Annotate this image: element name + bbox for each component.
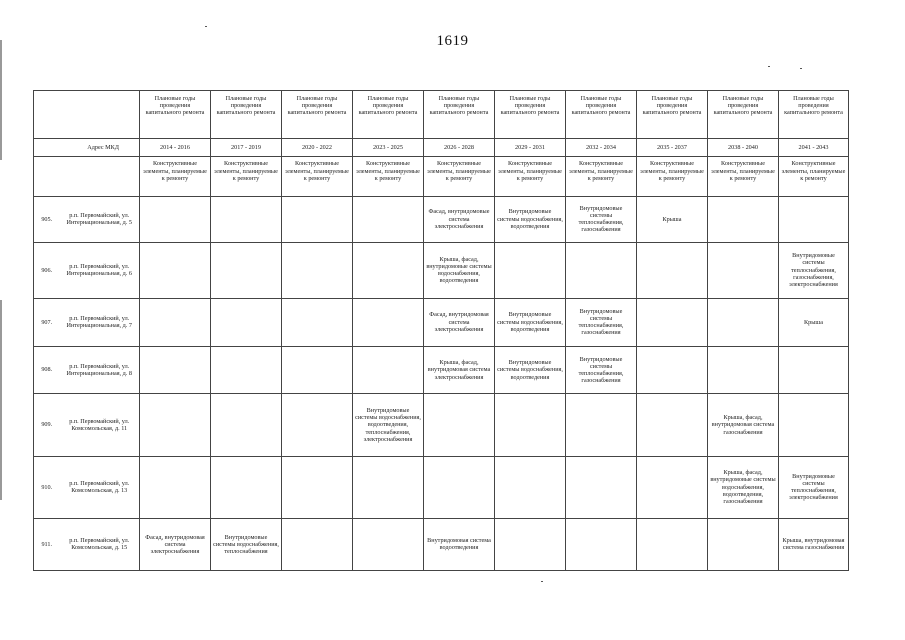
repair-elements-cell	[637, 298, 708, 346]
repair-elements-cell	[211, 196, 282, 242]
repair-elements-cell	[211, 242, 282, 298]
repair-elements-cell: Крыша, внутридомовая система газоснабжения	[779, 518, 849, 570]
table-row	[34, 456, 849, 518]
planned-years-header: Плановые годы проведения капитального ремонта	[424, 91, 495, 139]
address-cell: р.п. Первомайский, ул. Интернациональная, д. 7	[60, 298, 140, 346]
period-header: 2017 - 2019	[211, 138, 282, 157]
table-row	[34, 242, 849, 298]
period-header: 2041 - 2043	[779, 138, 849, 157]
repair-elements-cell	[495, 394, 566, 456]
scan-edge-mark	[0, 40, 2, 160]
repair-elements-cell	[211, 394, 282, 456]
elements-header: Конструктивные элементы, планируемые к ремонту	[637, 157, 708, 196]
repair-elements-cell	[495, 518, 566, 570]
repair-elements-cell	[637, 242, 708, 298]
repair-elements-cell: Внутридомовые системы теплоснабжения, газоснабжения, электроснабжения	[779, 242, 849, 298]
period-header: 2020 - 2022	[282, 138, 353, 157]
planned-years-header: Плановые годы проведения капитального ремонта	[708, 91, 779, 139]
repair-elements-cell: Внутридомовые системы теплоснабжения, газоснабжения	[566, 298, 637, 346]
repair-elements-cell	[353, 242, 424, 298]
row-number: 905.	[34, 196, 60, 242]
repair-elements-cell: Внутридомовые системы водоснабжения, водоотведения, теплоснабжения, электроснабжения	[353, 394, 424, 456]
repair-elements-cell	[353, 346, 424, 394]
repair-elements-cell	[495, 456, 566, 518]
header-empty-cell	[34, 157, 140, 196]
repair-elements-cell: Фасад, внутридомовая система электроснабжения	[140, 518, 211, 570]
row-number: 907.	[34, 298, 60, 346]
elements-header: Конструктивные элементы, планируемые к ремонту	[779, 157, 849, 196]
elements-header: Конструктивные элементы, планируемые к ремонту	[353, 157, 424, 196]
elements-header: Конструктивные элементы, планируемые к ремонту	[495, 157, 566, 196]
address-cell: р.п. Первомайский, ул. Интернациональная, д. 5	[60, 196, 140, 242]
repair-elements-cell: Крыша	[637, 196, 708, 242]
scan-speck	[768, 66, 770, 67]
period-header: 2032 - 2034	[566, 138, 637, 157]
period-header: 2035 - 2037	[637, 138, 708, 157]
repair-elements-cell: Крыша, фасад, внутридомовые системы водоснабжения, водоотведения, газоснабжения	[708, 456, 779, 518]
header-row-years-title	[34, 91, 849, 139]
elements-header: Конструктивные элементы, планируемые к ремонту	[424, 157, 495, 196]
elements-header: Конструктивные элементы, планируемые к ремонту	[282, 157, 353, 196]
repair-elements-cell: Внутридомовые системы водоснабжения, водоотведения	[495, 196, 566, 242]
row-number: 909.	[34, 394, 60, 456]
repair-elements-cell	[779, 196, 849, 242]
header-row-periods	[34, 138, 849, 157]
repair-elements-cell	[708, 242, 779, 298]
scan-speck	[800, 68, 802, 69]
repair-elements-cell	[637, 456, 708, 518]
repair-elements-cell: Внутридомовая система водоотведения	[424, 518, 495, 570]
address-header: Адрес МКД	[34, 138, 140, 157]
repair-elements-cell	[140, 298, 211, 346]
elements-header: Конструктивные элементы, планируемые к ремонту	[708, 157, 779, 196]
repair-elements-cell	[353, 456, 424, 518]
repair-elements-cell	[708, 518, 779, 570]
repair-elements-cell	[140, 456, 211, 518]
repair-elements-cell: Внутридомовые системы водоснабжения, водоотведения	[495, 346, 566, 394]
row-number: 911.	[34, 518, 60, 570]
repair-elements-cell	[211, 346, 282, 394]
address-cell: р.п. Первомайский, ул. Комсомольская, д. 15	[60, 518, 140, 570]
repair-elements-cell	[282, 456, 353, 518]
repair-elements-cell	[353, 518, 424, 570]
repair-elements-cell	[211, 298, 282, 346]
scan-edge-mark	[0, 300, 2, 500]
planned-years-header: Плановые годы проведения капитального ремонта	[495, 91, 566, 139]
header-empty-cell	[34, 91, 140, 139]
address-cell: р.п. Первомайский, ул. Интернациональная, д. 8	[60, 346, 140, 394]
planned-years-header: Плановые годы проведения капитального ремонта	[140, 91, 211, 139]
repair-elements-cell: Внутридомовые системы теплоснабжения, газоснабжения	[566, 196, 637, 242]
repair-elements-cell	[424, 394, 495, 456]
repair-elements-cell: Внутридомовые системы теплоснабжения, электроснабжения	[779, 456, 849, 518]
elements-header: Конструктивные элементы, планируемые к ремонту	[566, 157, 637, 196]
repair-elements-cell	[566, 394, 637, 456]
repair-elements-cell: Внутридомовые системы теплоснабжения, газоснабжения	[566, 346, 637, 394]
table-row	[34, 518, 849, 570]
address-cell: р.п. Первомайский, ул. Интернациональная, д. 6	[60, 242, 140, 298]
address-cell: р.п. Первомайский, ул. Комсомольская, д. 13	[60, 456, 140, 518]
repair-elements-cell: Крыша, фасад, внутридомовые системы водоснабжения, водоотведения	[424, 242, 495, 298]
repair-elements-cell	[282, 518, 353, 570]
repair-elements-cell	[282, 242, 353, 298]
repair-elements-cell	[779, 346, 849, 394]
repair-elements-cell	[566, 242, 637, 298]
repair-elements-cell	[353, 298, 424, 346]
repair-elements-cell: Крыша, фасад, внутридомовая система газоснабжения	[708, 394, 779, 456]
repair-elements-cell	[140, 394, 211, 456]
repair-elements-cell	[566, 518, 637, 570]
planned-years-header: Плановые годы проведения капитального ремонта	[637, 91, 708, 139]
repair-elements-cell	[353, 196, 424, 242]
repair-elements-cell	[637, 346, 708, 394]
planned-years-header: Плановые годы проведения капитального ремонта	[779, 91, 849, 139]
repair-elements-cell	[708, 196, 779, 242]
table-row	[34, 196, 849, 242]
planned-years-header: Плановые годы проведения капитального ремонта	[211, 91, 282, 139]
repair-elements-cell	[708, 346, 779, 394]
repair-elements-cell: Внутридомовые системы водоснабжения, водоотведения	[495, 298, 566, 346]
repair-elements-cell	[637, 394, 708, 456]
elements-header: Конструктивные элементы, планируемые к ремонту	[140, 157, 211, 196]
repair-elements-cell	[566, 456, 637, 518]
row-number: 906.	[34, 242, 60, 298]
repair-elements-cell: Крыша	[779, 298, 849, 346]
period-header: 2026 - 2028	[424, 138, 495, 157]
header-row-elements	[34, 157, 849, 196]
repair-elements-cell: Фасад, внутридомовая система электроснабжения	[424, 298, 495, 346]
page-number: 1619	[436, 33, 469, 49]
repair-elements-cell: Фасад, внутридомовые система электроснабжения	[424, 196, 495, 242]
period-header: 2029 - 2031	[495, 138, 566, 157]
planned-years-header: Плановые годы проведения капитального ремонта	[282, 91, 353, 139]
planned-years-header: Плановые годы проведения капитального ремонта	[566, 91, 637, 139]
repair-elements-cell	[708, 298, 779, 346]
period-header: 2023 - 2025	[353, 138, 424, 157]
capital-repair-table	[33, 90, 849, 571]
table-row	[34, 346, 849, 394]
repair-elements-cell	[140, 196, 211, 242]
repair-elements-cell	[495, 242, 566, 298]
repair-elements-cell	[637, 518, 708, 570]
repair-elements-cell	[282, 394, 353, 456]
repair-elements-cell	[779, 394, 849, 456]
repair-elements-cell: Крыша, фасад, внутридомовая система электроснабжения	[424, 346, 495, 394]
table-row	[34, 394, 849, 456]
repair-elements-cell	[140, 346, 211, 394]
row-number: 908.	[34, 346, 60, 394]
period-header: 2014 - 2016	[140, 138, 211, 157]
repair-elements-cell	[211, 456, 282, 518]
table-row	[34, 298, 849, 346]
period-header: 2038 - 2040	[708, 138, 779, 157]
repair-elements-cell	[282, 196, 353, 242]
elements-header: Конструктивные элементы, планируемые к ремонту	[211, 157, 282, 196]
scan-speck	[205, 26, 207, 27]
repair-elements-cell	[282, 298, 353, 346]
row-number: 910.	[34, 456, 60, 518]
address-cell: р.п. Первомайский, ул. Комсомольская, д. 11	[60, 394, 140, 456]
repair-elements-cell	[140, 242, 211, 298]
repair-elements-cell: Внутридомовые системы водоснабжения, теплоснабжения	[211, 518, 282, 570]
planned-years-header: Плановые годы проведения капитального ремонта	[353, 91, 424, 139]
repair-elements-cell	[282, 346, 353, 394]
repair-elements-cell	[424, 456, 495, 518]
scan-speck	[541, 581, 543, 582]
